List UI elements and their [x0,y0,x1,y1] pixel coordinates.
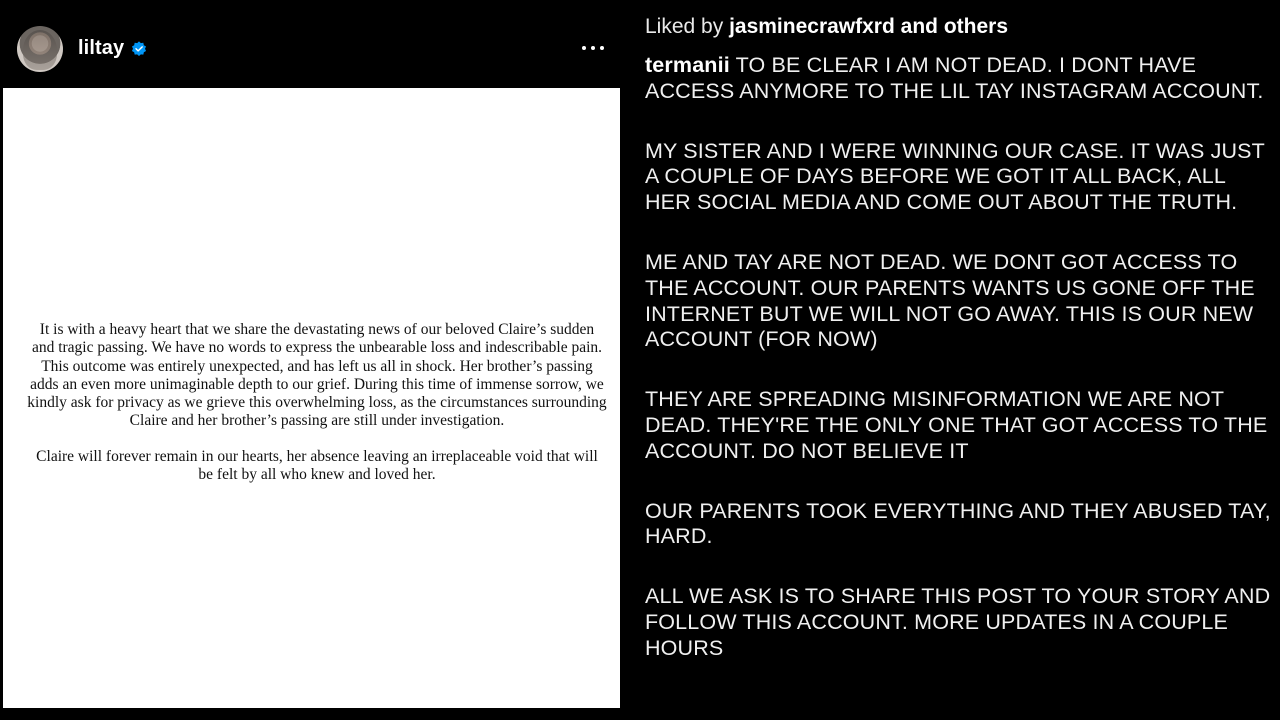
caption-text: TO BE CLEAR I AM NOT DEAD. I DONT HAVE ACCESS ANYMORE TO THE LIL TAY INSTAGRAM ACCOUNT. [645,53,1264,103]
post-image [3,88,620,708]
liked-by-user-link[interactable]: jasminecrawfxrd [729,15,895,38]
caption-paragraph: MY SISTER AND I WERE WINNING OUR CASE. IT WAS JUST A COUPLE OF DAYS BEFORE WE GOT IT ALL BACK, ALL HER SOCIAL MEDIA AND COME OUT ABOUT THE TRUTH. [645,138,1265,215]
commenter-username[interactable]: termanii [645,53,730,77]
caption-comment [645,53,1275,696]
statement-text [27,321,607,501]
caption-paragraph [645,53,1275,105]
caption-paragraph: ME AND TAY ARE NOT DEAD. WE DONT GOT ACCESS TO THE ACCOUNT. OUR PARENTS WANTS US GONE OFF THE INTERNET BUT WE WILL NOT GO AWAY. THIS IS OUR NEW ACCOUNT (FOR NOW) [645,249,1255,352]
avatar-image [23,30,57,70]
caption-paragraph: ALL WE ASK IS TO SHARE THIS POST TO YOUR STORY AND FOLLOW THIS ACCOUNT. MORE UPDATES IN A COUPLE HOURS [645,584,1271,660]
instagram-post-panel [0,0,622,720]
liked-by-line [645,15,1008,39]
liked-by-prefix: Liked by [645,15,724,38]
comment-panel [622,0,1280,720]
liked-by-others-link[interactable]: and others [900,15,1009,38]
profile-avatar[interactable] [17,26,63,72]
caption-paragraph: OUR PARENTS TOOK EVERYTHING AND THEY ABUSED TAY, HARD. [645,498,1271,549]
caption-paragraph: THEY ARE SPREADING MISINFORMATION WE ARE NOT DEAD. THEY'RE THE ONLY ONE THAT GOT ACCESS TO THE ACCOUNT. DO NOT BELIEVE IT [645,387,1268,463]
more-options-icon[interactable] [578,38,608,58]
verified-badge-icon [131,41,147,57]
statement-paragraph: It is with a heavy heart that we share the devastating news of our beloved Claire’s sudden and tragic passing. We have no words to express the unbearable loss and indescribable pain. This outcome was entirely unexpected, and has left us all in shock. Her brother’s passing adds an even more unimaginable depth to our grief. During this time of immense sorrow, we kindly ask for privacy as we grieve this overwhelming loss, as the circumstances surrounding Claire and her brother’s passing are still under investigation. [27,321,607,430]
post-header [0,10,622,88]
statement-paragraph: Claire will forever remain in our hearts, her absence leaving an irreplaceable void that will be felt by all who knew and loved her. [36,447,598,484]
post-username[interactable]: liltay [78,37,125,59]
